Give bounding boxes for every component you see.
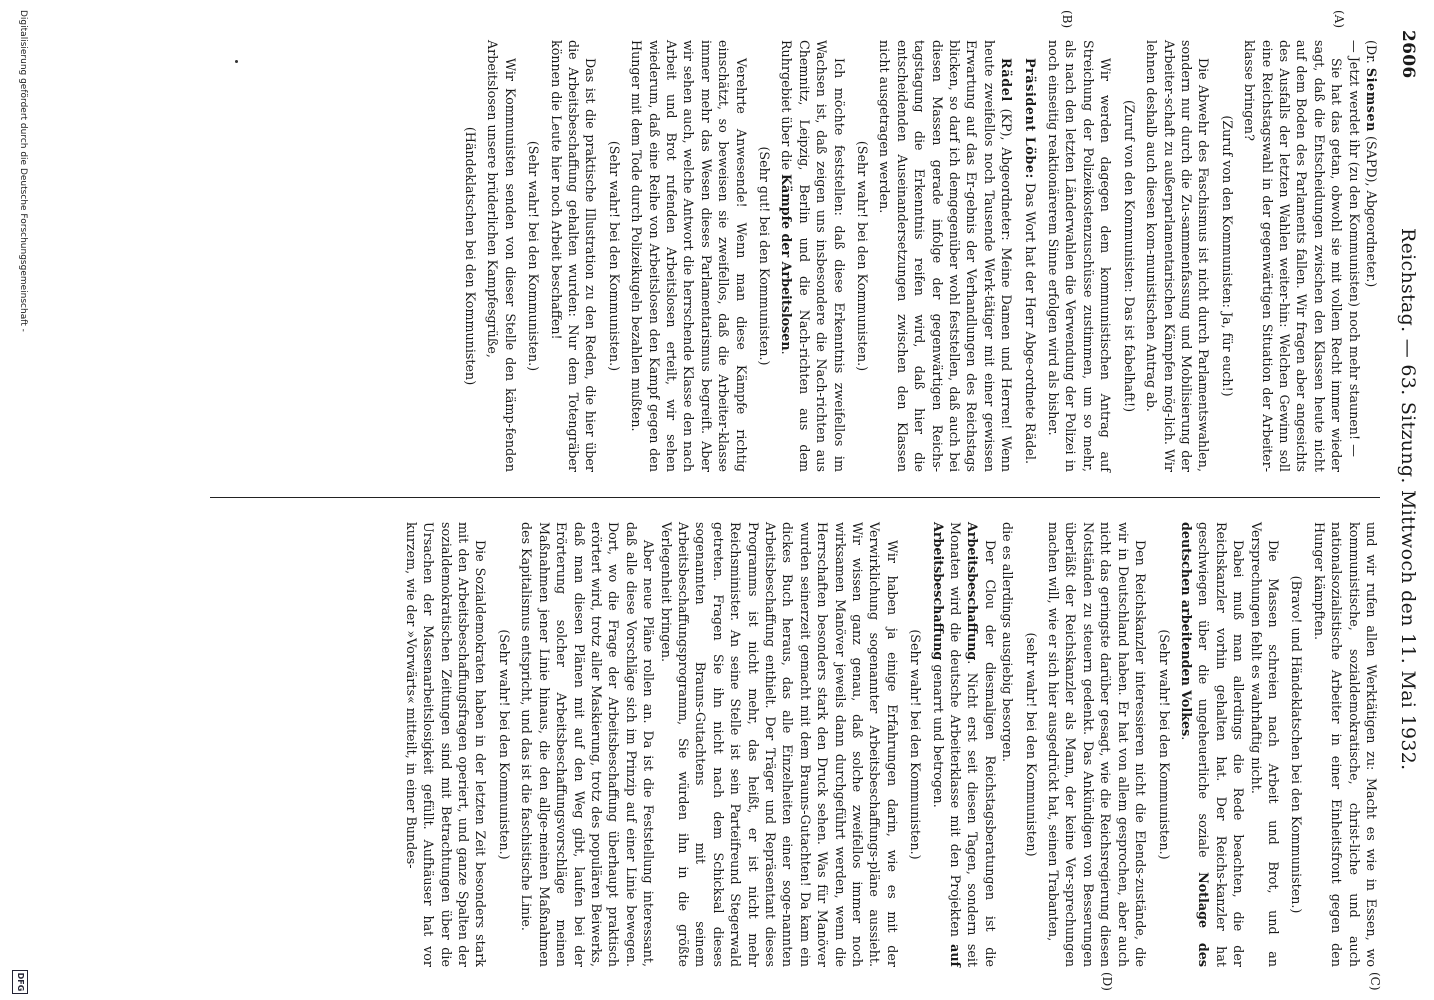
right-column <box>402 522 1380 967</box>
paragraph: Wir Kommunisten senden von dieser Stelle den kämp-fenden Arbeitslosen unsere brüderlichen Kampfesgrüße, <box>485 40 518 472</box>
digitization-credit <box>12 10 28 990</box>
dfg-logo: DFG <box>12 970 28 994</box>
interjection: (Sehr wahr! bei den Kommunisten.) <box>908 629 924 860</box>
paragraph: Ich möchte feststellen: daß diese Erkenntnis zweifellos im Wachsen ist, daß zeigen uns insbesondere die Nach-richten aus Chemnitz, Leipzig, Berlin und die Nach-richten aus dem Ruhrgebiet über die Kämpfe der Arbeitslosen. <box>779 40 847 472</box>
interjection: (Sehr wahr! bei den Kommunisten.) <box>526 140 542 372</box>
header-title: Reichstag. — 63. Sitzung. Mittwoch den 11. Mai 1932. <box>1397 228 1419 771</box>
paragraph: Die Massen schreien nach Arbeit und Brot, und an Versprechungen fehlt es wahrhaftig nicht. <box>1248 522 1281 967</box>
speaker-name: Rädel <box>999 58 1015 102</box>
paragraph: Verehrte Anwesende! Wenn man diese Kämpfe richtig einschätzt, so beweisen sie zweifellos, daß die Arbeiter-klasse immer mehr das Wesen dieses Parlamentarismus begreift. Aber wir sehen auch, welche Antwort die herrschende Klasse den nach Arbeit und Brot rufenden Arbeitslosen erteilt, wir sehen wiederum, daß eine Reihe von Arbeitslosen den Kampf gegen den Hunger mit dem Tode durch Polizeikugeln bezahlen mußten. <box>629 40 749 472</box>
speaker-name: Präsident Löbe: <box>1022 58 1038 179</box>
interjection: (Sehr gut! bei den Kommunisten.) <box>757 146 772 366</box>
paragraph: Der Clou der diesmaligen Reichstagsberatungen ist die Arbeitsbeschaffung. Nicht erst seit diesen Tagen, sondern seit Monaten wird die deutsche Arbeiterklasse mit den Projekten auf Arbeitsbeschaffung genarrt und betrogen. <box>930 522 998 967</box>
interjection: (Sehr wahr! bei den Kommunisten.) <box>855 140 871 372</box>
paragraph: und wir rufen allen Werktätigen zu: Macht es wie in Essen, wo kommunistische, sozialdemokratische, christ-liche und auch nationalsozialistische Arbeiter in einer Einheitsfront gegen den Hunger kämpften. <box>1311 522 1379 967</box>
interjection: (Zuruf von den Kommunisten: Das ist fabelhaft!) <box>1121 99 1137 413</box>
margin-letter-b: (B) <box>1060 10 1074 29</box>
paragraph: Wir werden dagegen dem kommunistischen Antrag auf Streichung der Polizeikostenzuschüsse zustimmen, um so mehr, als nach den letzten Länderwahlen die Verwendung der Polizei in noch einseitig reaktionärerem Sinne erfolgen wird als bisher. <box>1046 40 1114 472</box>
paragraph: — Jetzt werdet ihr (zu den Kommunisten) noch mehr staunen! — <box>1346 40 1362 457</box>
paragraph: Wir haben ja einige Erfahrungen darin, wie es mit der Verwirklichung sogenannter Arbeitsbeschaffungs-pläne aussieht. Wir wissen ganz genau, daß solche zweifellos immer noch wirksamen Manöver jeweils dann durchgeführt werden, wenn die Herrschaften besonders stark den Druck sehen. Was für Manöver wurden seinerzeit gemacht mit dem Brauns-Gutachten! Da kam ein dickes Buch heraus, das alle Einzelheiten einer soge-nannten Arbeitsbeschaffung enthielt. Der Träger und Repräsentant dieses Programms ist nicht mehr, das heißt, er ist nicht mehr Reichsminister. An seine Stelle ist sein Parteifreund Stegerwald getreten. Fragen Sie ihn nicht nach dem Schicksal dieses sogenannten Brauns-Gutachtens mit seinem Arbeitsbeschaffungsprogramm, Sie würden ihn in die größte Verlegenheit bringen. <box>658 522 900 967</box>
interjection: (Sehr wahr! bei den Kommunisten.) <box>606 140 622 372</box>
interjection: (Sehr wahr! bei den Kommunisten.) <box>1156 629 1172 860</box>
paragraph: Die Sozialdemokraten haben in der letzten Zeit besonders stark mit den Arbeitsbeschaffungsfragen operiert, und ganze Spalten der sozialdemokratischen Zeitungen sind mit Betrachtungen über die Ursachen der Massenarbeitslosigkeit gefüllt. Aufhäuser hat vor kurzem, wie der »Vorwärts« mitteilt, in einer Bundes- <box>403 522 489 967</box>
left-column <box>456 40 1381 472</box>
interjection: (Zuruf von den Kommunisten: Ja, für euch!) <box>1219 115 1235 397</box>
paragraph: Den Reichskanzler interessieren nicht die Elends-zustände, die wir in Deutschland haben. Er hat von allem gesprochen, aber auch nicht das geringste darüber gesagt, wie die Reichsregierung diesen Notständen zu steuern gedenkt. Das Ankündigen von Besserungen überläßt der Reichskanzler als Mann, der keine Ver-sprechungen machen will, wie er sich hier ausgedrückt hat, seinen Trabanten, <box>1046 522 1149 967</box>
paragraph: Das ist die praktische Illustration zu den Reden, die hier über die Arbeitsbeschaffung gehalten wurden: Nur dem Totengräber können die Leute hier noch Arbeit beschaffen! <box>548 40 599 472</box>
paragraph: die es allerdings ausgiebig besorgen. <box>1000 522 1016 762</box>
paragraph: Aber neue Pläne rollen an. Da ist die Feststellung interessant, daß alle diese Vorschläge sich im Prinzip auf einer Linie bewegen. Dort, wo die Frage der Arbeitsbeschaffung überhaupt praktisch erörtert wird, trotz aller Maskierung, trotz des populären Beiwerks, daß man diesen Plänen mit auf den Weg gibt, laufen bei der Erörterung solcher Arbeitsbeschaffungsvorschläge meinen Maßnahmen jener Linie hinaus, die den allge-meinen Maßnahmen des Kapitalismus entspricht, und das ist die faschistische Linie. <box>519 522 657 967</box>
margin-letter-d: (D) <box>1100 972 1114 991</box>
paragraph: Präsident Löbe: Das Wort hat der Herr Abge-ordnete Rädel. <box>1022 58 1038 465</box>
interjection: (Händeklatschen bei den Kommunisten) <box>462 126 478 386</box>
paragraph: (Dr. Siemsen (SAPD), Abgeordneter.) <box>1364 40 1379 288</box>
paragraph: Dabei muß man allerdings die Rede beachten, die der Reichskanzler vorhin gehalten hat. Der Reichs-kanzler hat geschwiegen über die ungeheuerliche soziale Notlage des deutschen arbeitenden Volkes. <box>1178 522 1247 967</box>
paragraph: Rädel (KP), Abgeordneter: Meine Damen und Herren! Wenn heute zweifellos noch Tausende Werk-tätiger mit einer gewissen Erwartung auf das Er-gebnis der Verhandlungen des Reichstags blicken, so darf ich demgegenüber wohl feststellen, daß auch bei diesen Massen gerade infolge der gegenwärtigen Reichs-tagstagung die Erkenntnis reifen wird, daß hier die entscheidenden Auseinandersetzungen zwischen den Klassen nicht ausgetragen werden. <box>877 40 1015 472</box>
paragraph: Die Abwehr des Faschismus ist nicht durch Parlamentswahlen, sondern nur durch die Zu-sammenfassung und Mobilisierung der Arbeiter-schaft zu außerparlamentarischen Kämpfen mög-lich. Wir lehnen deshalb auch diesen kom-munistischen Antrag ab. <box>1144 40 1212 472</box>
paragraph: Sie hat das getan, obwohl sie mit vollem Recht immer wieder sagt, daß die Entscheidungen zwischen den Klassen heute nicht auf dem Boden des Parlaments fallen. Wir fragen aber angesichts des Ausfalls der letzten Wahlen weiter-hin: Welchen Gewinn soll eine Reichstagswahl in der gegenwärtigen Situation der Arbeiter-klasse bringen? <box>1242 40 1345 472</box>
interjection: (Sehr wahr! bei den Kommunisten.) <box>496 629 512 860</box>
column-divider <box>210 497 1380 498</box>
credit-text: Digitalisierung gefördert durch die Deutsche Forschungsgemeinschaft - <box>18 10 28 332</box>
margin-letter-c: (C) <box>1368 972 1382 991</box>
margin-letter-a: (A) <box>1332 10 1346 29</box>
scan-speck <box>235 60 238 63</box>
interjection: (Bravo! und Händeklatschen bei den Kommunisten.) <box>1289 575 1305 914</box>
page-number: 2606 <box>1398 30 1418 79</box>
interjection: (sehr wahr! bei den Kommunisten) <box>1023 632 1039 857</box>
speaker-name: Siemsen <box>1364 67 1379 132</box>
page-header <box>1388 30 1428 960</box>
